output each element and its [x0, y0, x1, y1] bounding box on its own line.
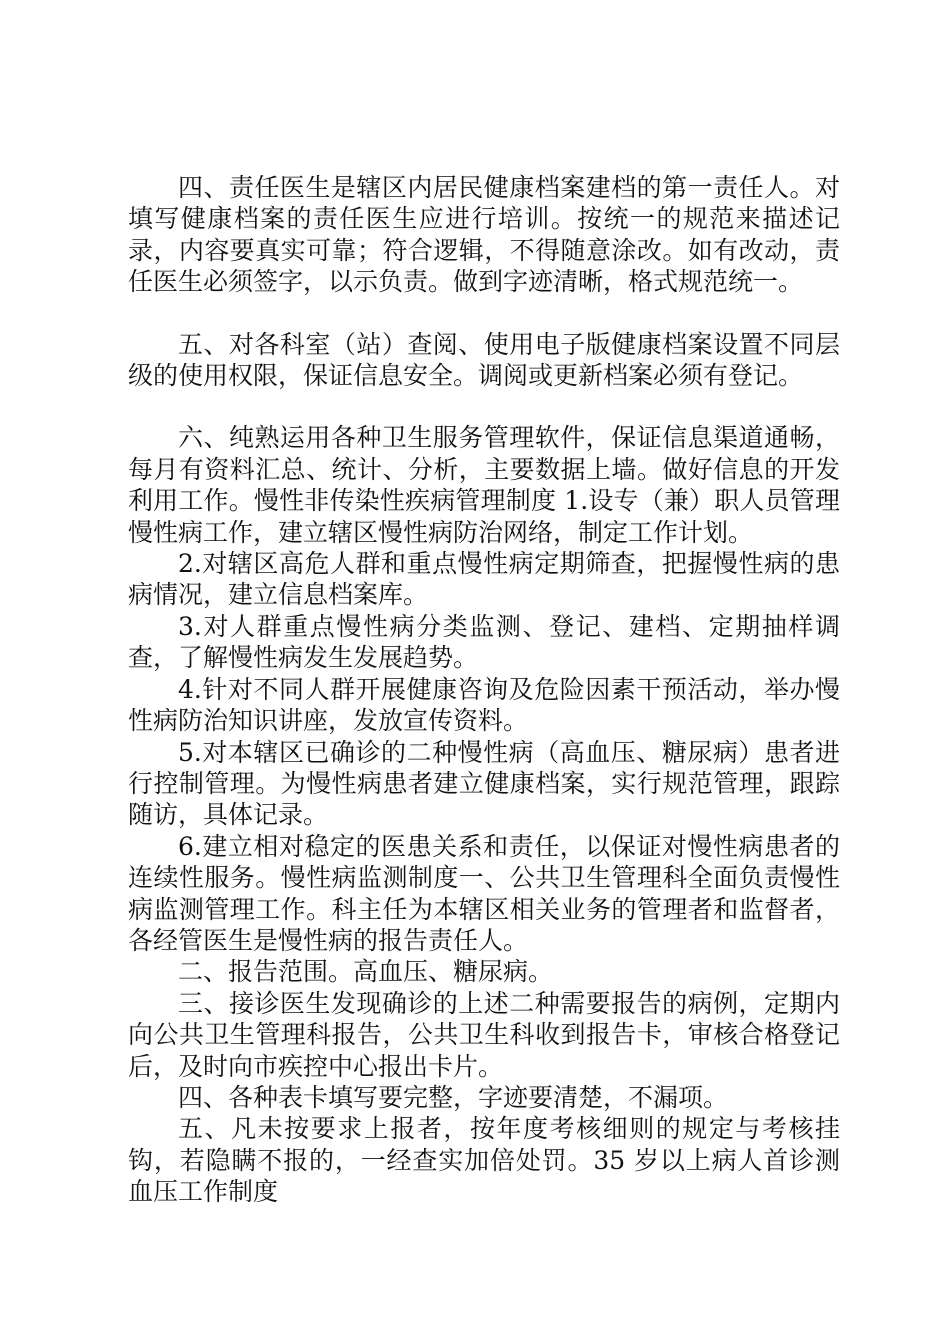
paragraph-item-5-control-management: 5.对本辖区已确诊的二种慢性病（高血压、糖尿病）患者进行控制管理。为慢性病患者建立健康档案，实行规范管理，跟踪随访，具体记录。 [128, 737, 840, 830]
paragraph-6-software-usage: 六、纯熟运用各种卫生服务管理软件，保证信息渠道通畅，每月有资料汇总、统计、分析，主要数据上墙。做好信息的开发利用工作。慢性非传染性疾病管理制度 1.设专（兼）职人员管理慢性病工作，建立辖区慢性病防治网络，制定工作计划。 [128, 423, 840, 547]
paragraph-item-4-health-education: 4.针对不同人群开展健康咨询及危险因素干预活动，举办慢性病防治知识讲座，发放宣传资料。 [128, 674, 840, 736]
paragraph-4-responsible-doctor: 四、责任医生是辖区内居民健康档案建档的第一责任人。对填写健康档案的责任医生应进行培训。按统一的规范来描述记录，内容要真实可靠；符合逻辑，不得随意涂改。如有改动，责任医生必须签字，以示负责。做到字迹清晰，格式规范统一。 [128, 173, 840, 297]
paragraph-item-3-monitoring: 3.对人群重点慢性病分类监测、登记、建档、定期抽样调查，了解慢性病发生发展趋势。 [128, 611, 840, 673]
paragraph-penalty: 五、凡未按要求上报者，按年度考核细则的规定与考核挂钩，若隐瞒不报的，一经查实加倍处罚。35 岁以上病人首诊测血压工作制度 [128, 1114, 840, 1207]
paragraph-report-scope: 二、报告范围。高血压、糖尿病。 [178, 957, 554, 987]
document-body [128, 172, 840, 1208]
paragraph-report-procedure: 三、接诊医生发现确诊的上述二种需要报告的病例，定期内向公共卫生管理科报告，公共卫生科收到报告卡，审核合格登记后，及时向市疾控中心报出卡片。 [128, 988, 840, 1081]
paragraph-item-2-screening: 2.对辖区高危人群和重点慢性病定期筛查，把握慢性病的患病情况，建立信息档案库。 [128, 549, 840, 610]
paragraph-item-6-doctor-patient: 6.建立相对稳定的医患关系和责任，以保证对慢性病患者的连续性服务。慢性病监测制度一、公共卫生管理科全面负责慢性病监测管理工作。科主任为本辖区相关业务的管理者和监督者，各经管医生是慢性病的报告责任人。 [128, 831, 840, 955]
paragraph-5-access-permissions: 五、对各科室（站）查阅、使用电子版健康档案设置不同层级的使用权限，保证信息安全。调阅或更新档案必须有登记。 [128, 329, 840, 391]
paragraph-form-completion: 四、各种表卡填写要完整，字迹要清楚，不漏项。 [178, 1082, 729, 1112]
